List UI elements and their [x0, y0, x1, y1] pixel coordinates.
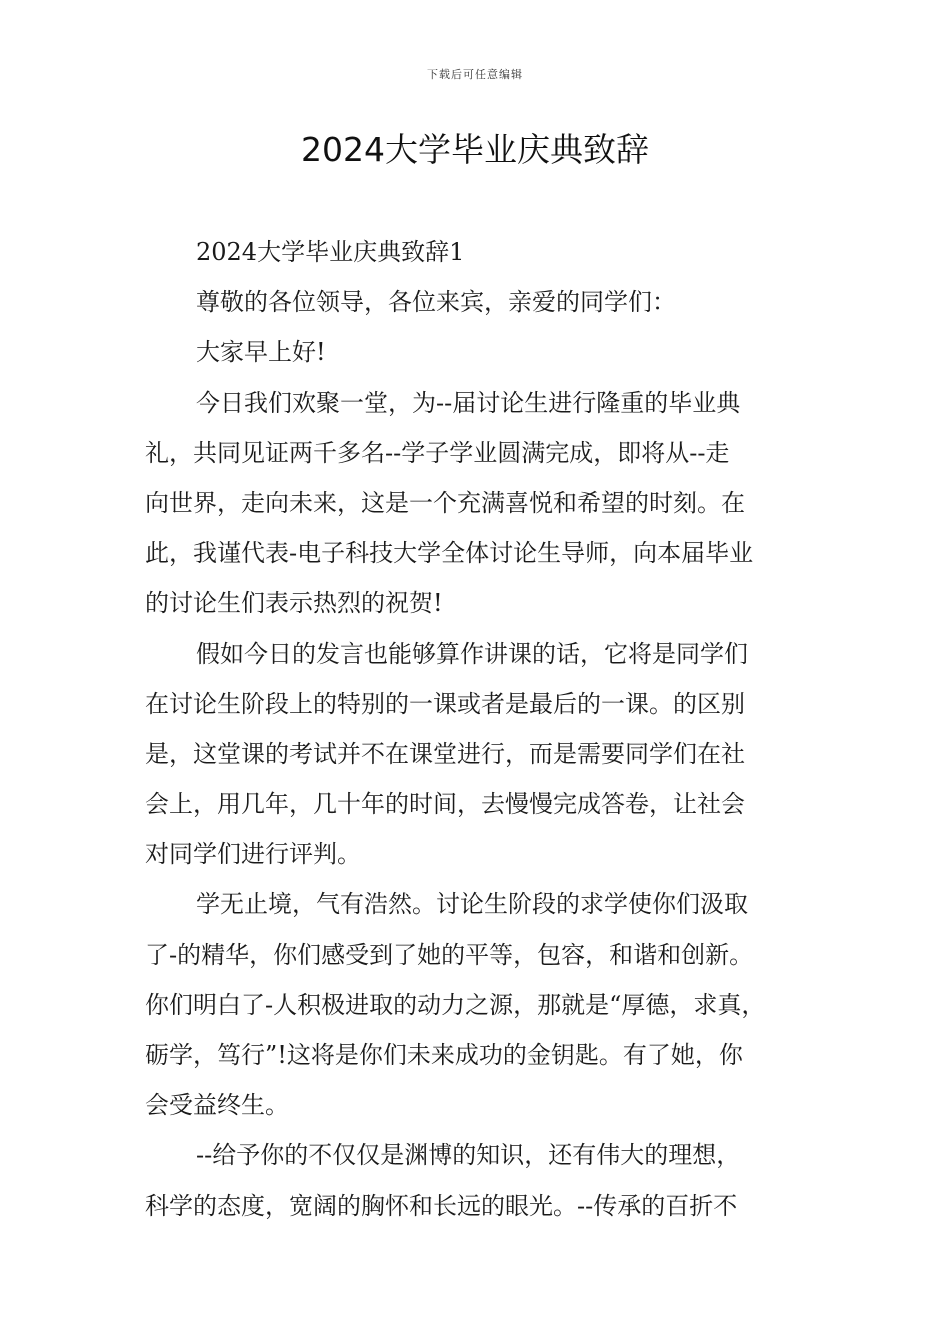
paragraph-line: 了-的精华，你们感受到了她的平等，包容，和谐和创新。	[145, 940, 754, 969]
paragraph-line: 的讨论生们表示热烈的祝贺!	[145, 589, 443, 618]
paragraph-line: 会上，用几年，几十年的时间，去慢慢完成答卷，让社会	[145, 790, 745, 819]
paragraph-line: 今日我们欢聚一堂，为--届讨论生进行隆重的毕业典	[196, 388, 741, 417]
paragraph-line: --给予你的不仅仅是渊博的知识，还有伟大的理想，	[196, 1141, 741, 1170]
paragraph-line: 礼，共同见证两千多名--学子学业圆满完成，即将从--走	[145, 438, 730, 467]
header-note: 下载后可任意编辑	[427, 68, 523, 81]
paragraph-line: 砺学，笃行”!这将是你们未来成功的金钥匙。有了她，你	[145, 1041, 743, 1069]
document-title: 2024大学毕业庆典致辞	[301, 130, 649, 169]
paragraph-line: 你们明白了-人积极进取的动力之源，那就是“厚德，求真，	[145, 990, 766, 1019]
paragraph-line: 是，这堂课的考试并不在课堂进行，而是需要同学们在社	[145, 739, 745, 768]
paragraph-line: 会受益终生。	[145, 1091, 289, 1120]
paragraph-line: 学无止境，气有浩然。讨论生阶段的求学使你们汲取	[196, 890, 748, 919]
salutation: 尊敬的各位领导，各位来宾，亲爱的同学们：	[196, 288, 676, 317]
greeting: 大家早上好!	[196, 338, 326, 367]
paragraph-line: 假如今日的发言也能够算作讲课的话，它将是同学们	[196, 639, 748, 668]
paragraph-line: 科学的态度，宽阔的胸怀和长远的眼光。--传承的百折不	[145, 1191, 738, 1220]
paragraph-line: 向世界，走向未来，这是一个充满喜悦和希望的时刻。在	[145, 488, 745, 517]
paragraph-line: 在讨论生阶段上的特别的一课或者是最后的一课。的区别	[145, 689, 745, 718]
paragraph-line: 对同学们进行评判。	[145, 840, 361, 869]
document-body	[145, 227, 815, 1231]
paragraph-line: 此，我谨代表-电子科技大学全体讨论生导师，向本届毕业	[145, 539, 754, 568]
section-heading: 2024大学毕业庆典致辞1	[196, 238, 465, 266]
